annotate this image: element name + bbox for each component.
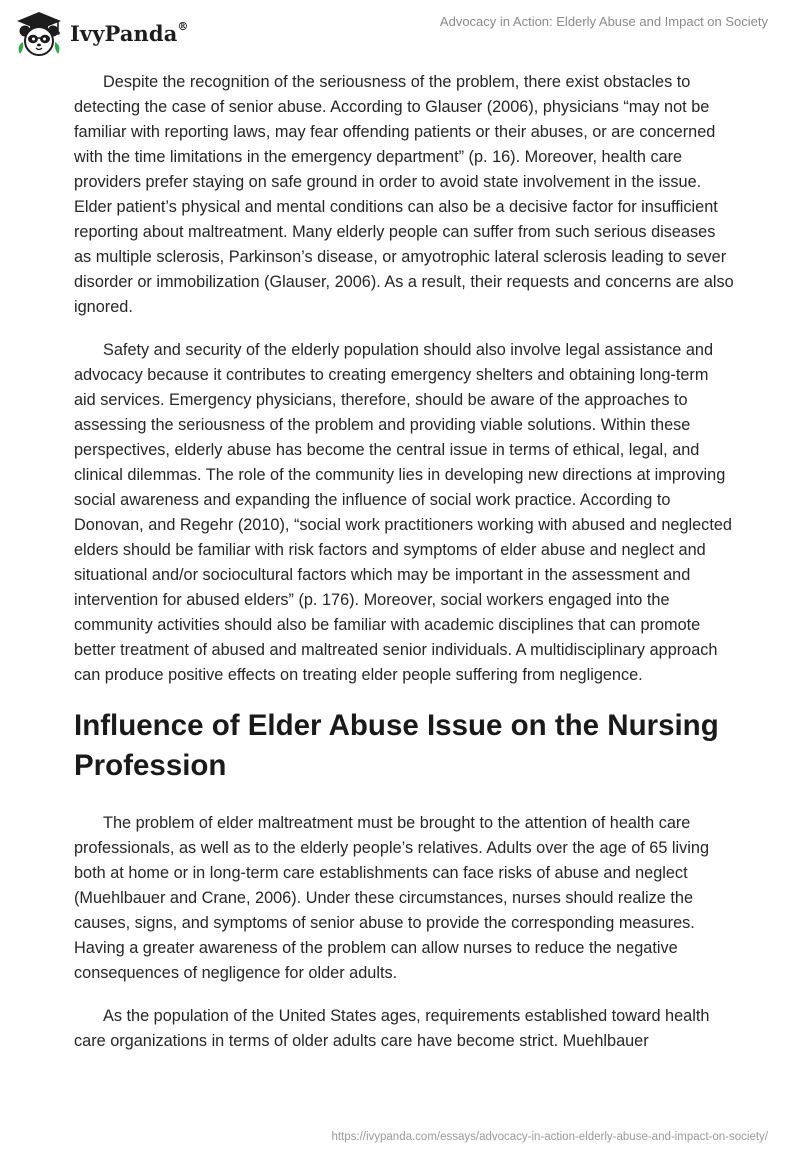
paragraph-1: Despite the recognition of the seriousness of the problem, there exist obstacles to detecting the case of senior abuse. According to Glauser (2006), physicians “may not be familiar with reporting laws, may fear offending patients or their abuses, or are concerned with the time limitations in the emergency department” (p. 16). Moreover, health care providers prefer staying on safe ground in order to avoid state involvement in the issue. Elder patient’s physical and mental conditions can also be a decisive factor for insufficient reporting about maltreatment. Many elderly people can suffer from such serious diseases as multiple sclerosis, Parkinson’s disease, or amyotrophic lateral sclerosis leading to sever disorder or immobilization (Glauser, 2006). As a result, their requests and concerns are also ignored. — [74, 73, 734, 316]
paragraph-4: As the population of the United States ages, requirements established toward health care organizations in terms of older adults care have become strict. Muehlbauer — [74, 1007, 710, 1050]
logo[interactable] — [14, 7, 189, 59]
paragraph-2: Safety and security of the elderly population should also involve legal assistance and advocacy because it contributes to creating emergency shelters and obtaining long-term aid services. Emergency physicians, therefore, should be aware of the approaches to assessing the seriousness of the problem and providing viable solutions. Within these perspectives, elderly abuse has become the central issue in terms of ethical, legal, and clinical dilemmas. The role of the community lies in developing new directions at improving social awareness and expanding the influence of social work practice. According to Donovan, and Regehr (2010), “social work practitioners working with abused and neglected elders should be familiar with risk factors and symptoms of elder abuse and neglect and situational and/or sociocultural factors which may be important in the assessment and intervention for abused elders” (p. 176). Moreover, social workers engaged into the community activities should also be familiar with academic disciplines that can promote better treatment of abused and maltreated senior individuals. A multidisciplinary approach can produce positive effects on treating elder people suffering from negligence. — [74, 341, 732, 684]
source-url[interactable]: https://ivypanda.com/essays/advocacy-in-action-elderly-abuse-and-impact-on-society/ — [331, 1131, 768, 1143]
paragraph-3: The problem of elder maltreatment must be brought to the attention of health care professionals, as well as to the elderly people’s relatives. Adults over the age of 65 living both at home or in long-term care establishments can face risks of abuse and neglect (Muehlbauer and Crane, 2006). Under these circumstances, nurses should realize the causes, signs, and symptoms of senior abuse to provide the corresponding measures. Having a greater awareness of the problem can allow nurses to reduce the negative consequences of negligence for older adults. — [74, 814, 710, 982]
document-title: Advocacy in Action: Elderly Abuse and Impact on Society — [439, 14, 768, 29]
essay-content — [74, 70, 734, 1072]
registered-mark: ® — [177, 19, 189, 33]
page-header — [0, 0, 800, 70]
logo-text — [70, 21, 189, 46]
panda-logo-icon — [14, 10, 64, 56]
logo-name: IvyPanda — [70, 20, 178, 46]
section-heading: Influence of Elder Abuse Issue on the Nursing Profession — [74, 709, 719, 782]
